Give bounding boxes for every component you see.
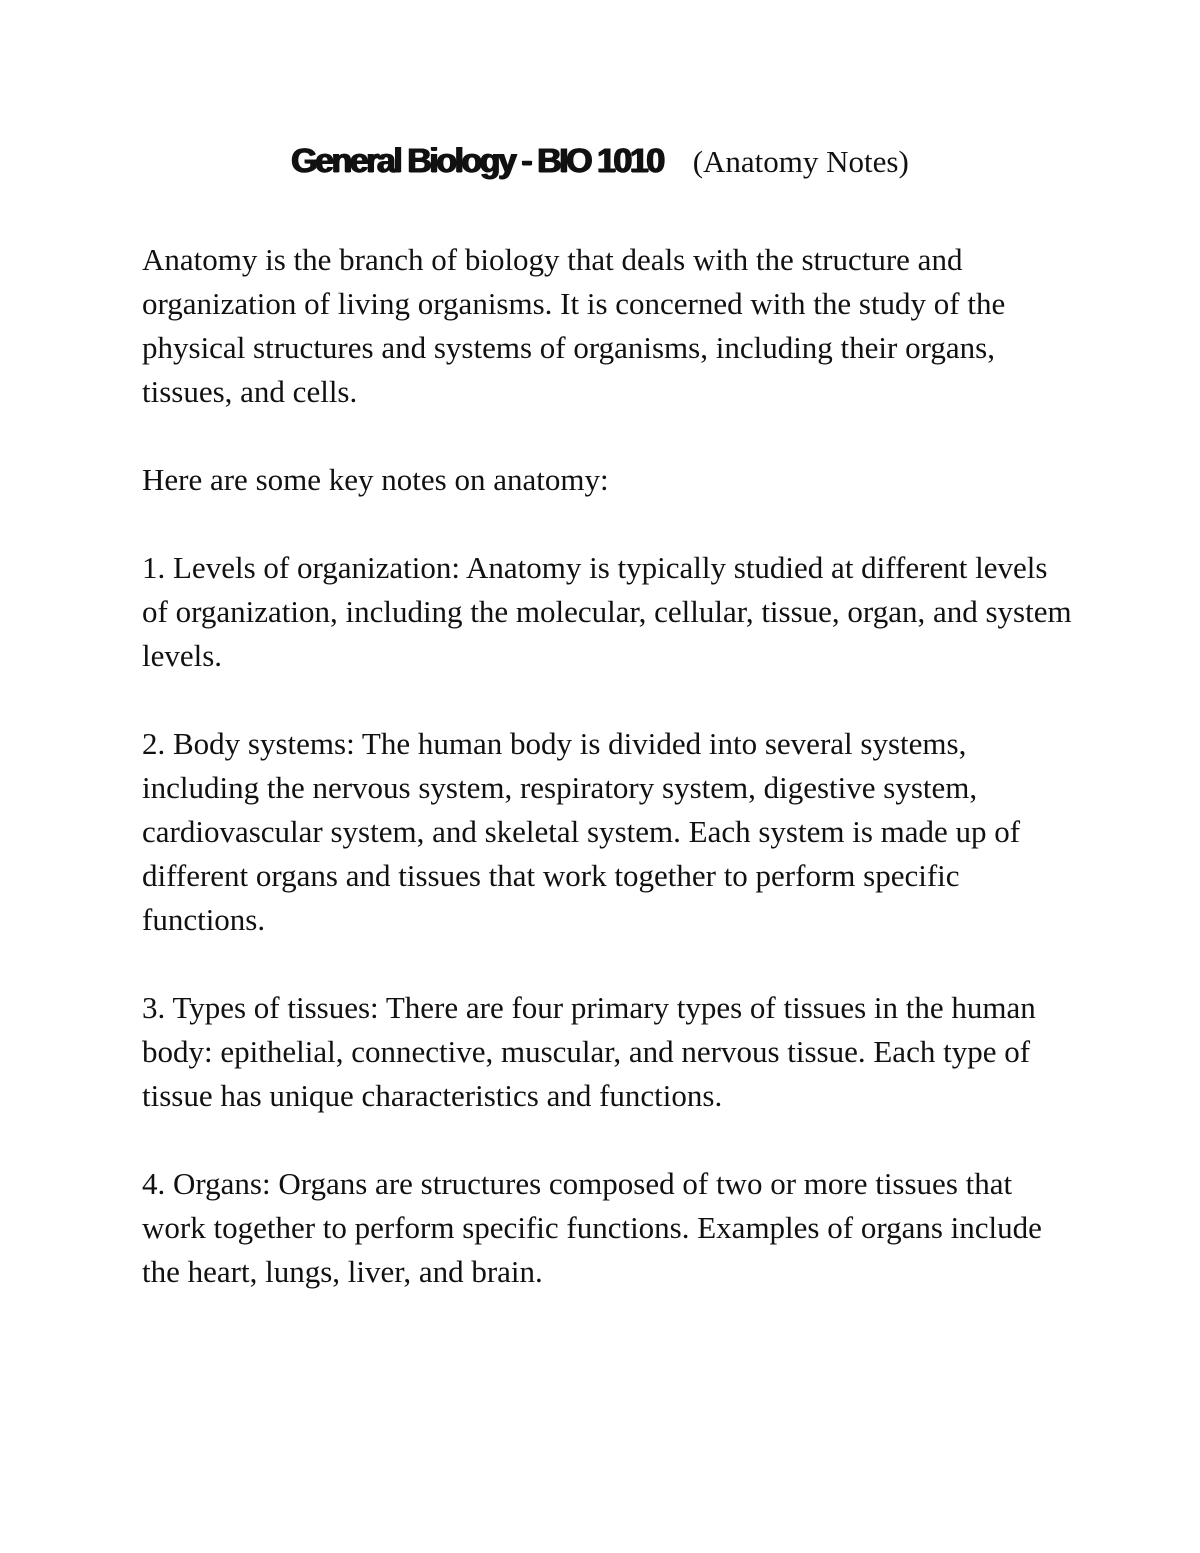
note-body-systems: 2. Body systems: The human body is divided into several systems, including the nervous system, respiratory system, digestive system, cardiovascular system, and skeletal system. Each system is made up of different organs and tissues that work together to perform specific functions. bbox=[142, 726, 1021, 937]
note-levels-of-organization: 1. Levels of organization: Anatomy is typically studied at different levels of organization, including the molecular, cellular, tissue, organ, and system levels. bbox=[142, 550, 1072, 673]
note-organs: 4. Organs: Organs are structures composed of two or more tissues that work together to perform specific functions. Examples of organs include the heart, lungs, liver, and brain. bbox=[142, 1166, 1042, 1289]
note-types-of-tissues: 3. Types of tissues: There are four primary types of tissues in the human body: epithelial, connective, muscular, and nervous tissue. Each type of tissue has unique characteristics and functions. bbox=[142, 990, 1036, 1113]
course-title: General Biology - BIO 1010 bbox=[291, 142, 663, 180]
document-body bbox=[142, 238, 1072, 1294]
intro-paragraph: Anatomy is the branch of biology that deals with the structure and organization of living organisms. It is concerned with the study of the physical structures and systems of organisms, including their organs, tissues, and cells. bbox=[142, 242, 1006, 409]
title-subtitle: (Anatomy Notes) bbox=[692, 144, 909, 179]
document-title bbox=[0, 142, 1200, 181]
key-notes-heading: Here are some key notes on anatomy: bbox=[142, 462, 609, 497]
